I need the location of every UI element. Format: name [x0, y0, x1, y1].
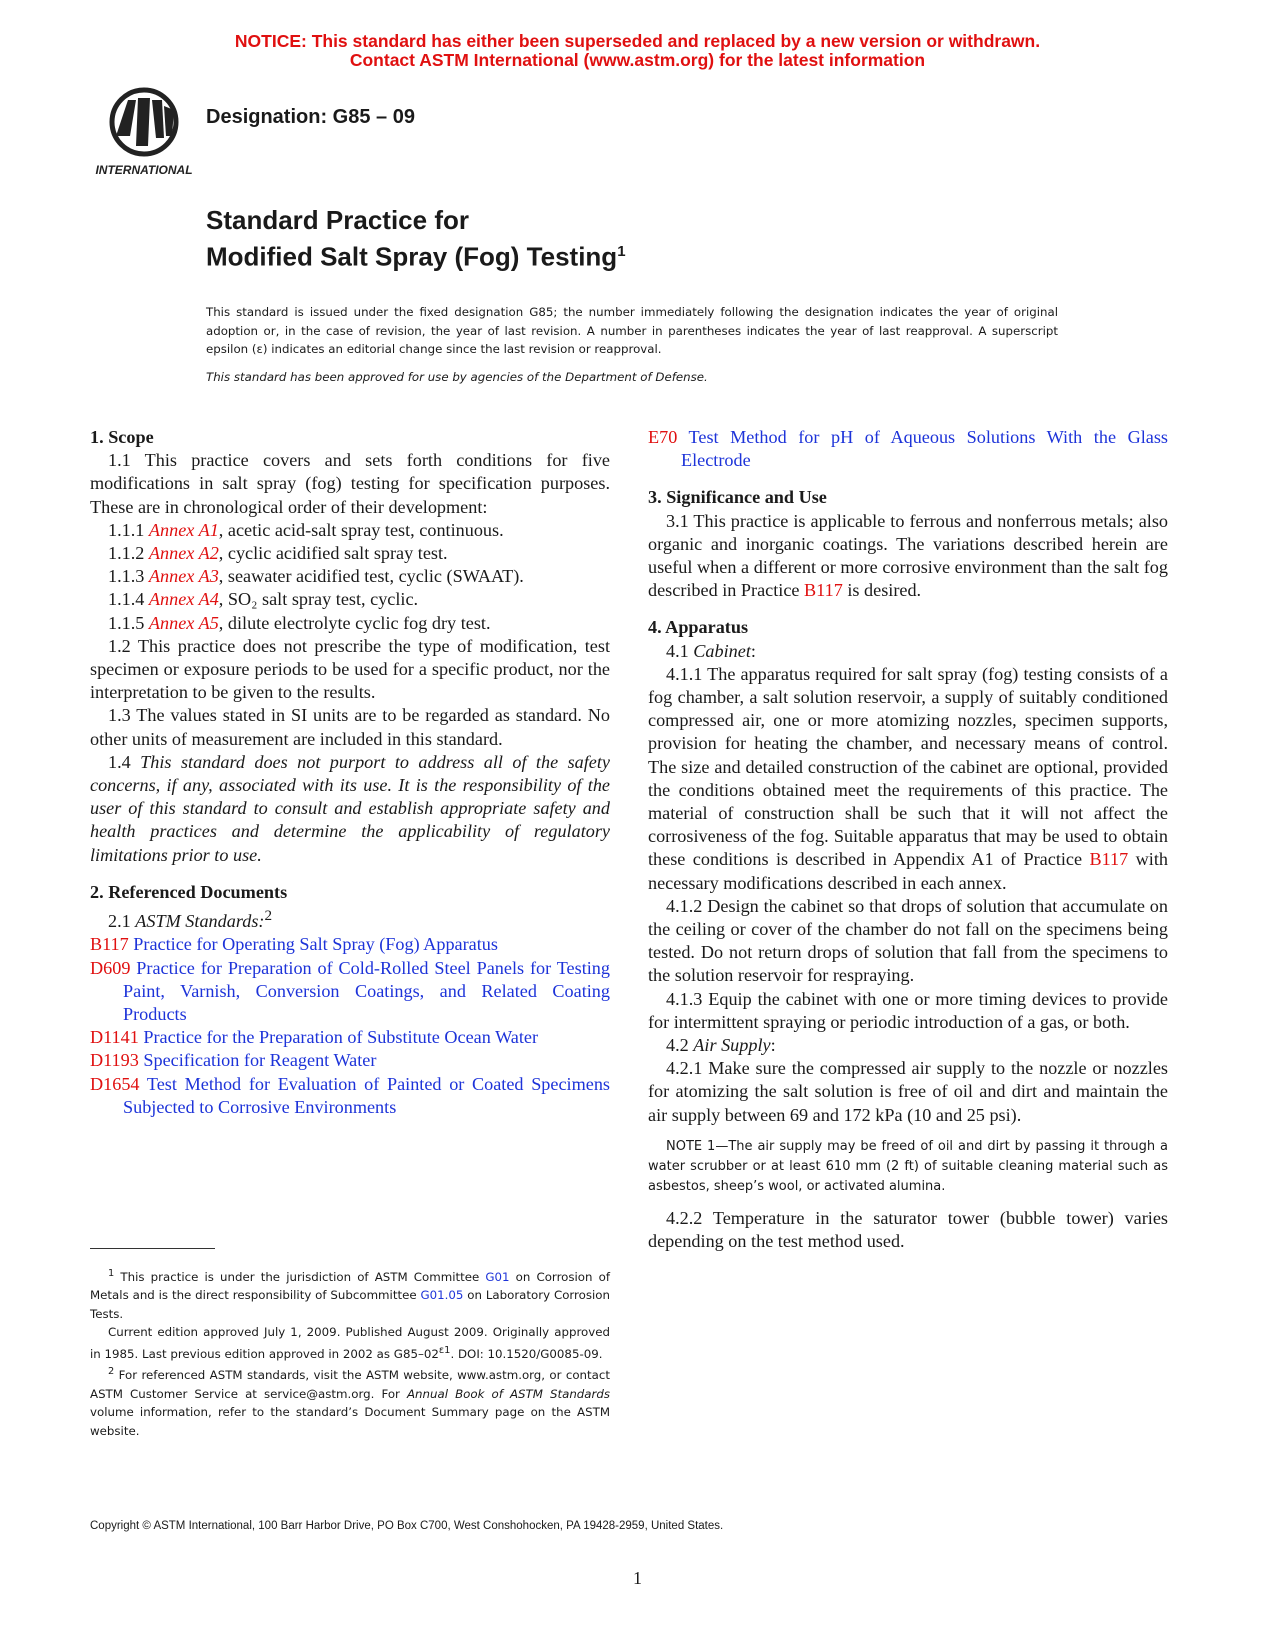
scope-heading: 1. Scope — [90, 427, 154, 447]
para-4-1-2: 4.1.2 Design the cabinet so that drops of solution that accumulate on the ceiling or cover of the chamber do not fall on the specimens being tested. Do not return drops of solution that fall from the specimens to the solution reservoir for respraying. — [648, 895, 1168, 986]
para-1-4: 1.4 This standard does not purport to address all of the safety concerns, if any, associated with its use. It is the responsibility of the user of this standard to consult and establish appropriate safety and health practices and determine the applicability of regulatory limitations prior to use. — [90, 751, 610, 865]
para-3-1: 3.1 This practice is applicable to ferrous and nonferrous metals; also organic and inorganic coatings. The variations described herein are useful when a different or more corrosive environment than the salt fog described in Practice B117 is desired. — [648, 510, 1168, 601]
annex-a5-link[interactable]: Annex A5 — [148, 612, 219, 633]
para-1-3: 1.3 The values stated in SI units are to be regarded as standard. No other units of measurement are included in this standard. — [90, 705, 610, 749]
ref-item[interactable] — [90, 957, 610, 1027]
footnote-rule — [90, 1248, 215, 1249]
ref-item[interactable] — [648, 426, 1168, 472]
title-line-2: Modified Salt Spray (Fog) Testing — [206, 241, 618, 272]
title-line-1: Standard Practice for — [206, 205, 469, 235]
ref-title: Test Method for Evaluation of Painted or Coated Specimens Subjected to Corrosive Environments — [123, 1073, 610, 1117]
ref-item[interactable] — [90, 1026, 610, 1049]
ref-title: Specification for Reagent Water — [143, 1050, 377, 1071]
b117-link[interactable]: B117 — [804, 580, 843, 601]
ref-code: B117 — [90, 934, 129, 955]
ref-title: Practice for Operating Salt Spray (Fog) Apparatus — [133, 934, 498, 955]
footnote-1-edition: Current edition approved July 1, 2009. Published August 2009. Originally approved in 1985. Last previous edition approved in 2002 as $G85-02^{\varepsilon 1}$. DOI: 10.1520/G0085-09. — [90, 1325, 610, 1361]
significance-heading: 3. Significance and Use — [648, 487, 827, 508]
para-1-2: 1.2 This practice does not prescribe the type of modification, test specimen or exposure periods to be used for a specific product, nor the interpretation to be given to the results. — [90, 635, 610, 703]
notice-line-2: Contact ASTM International (www.astm.org) for the latest information — [349, 50, 926, 70]
note-1: NOTE 1—The air supply may be freed of oil and dirt by passing it through a water scrubber or at least 610 mm (2 ft) of suitable cleaning material such as asbestos, sheep’s wool, or activated alumina. — [648, 1138, 1168, 1194]
notice-line-1: NOTICE: This standard has either been superseded and replaced by a new version or withdrawn. — [234, 31, 1041, 51]
ref-code: E70 — [648, 427, 678, 447]
para-4-1: 4.1 Cabinet: — [666, 640, 756, 661]
ref-title: Test Method for pH of Aqueous Solutions With the Glass Electrode — [681, 427, 1168, 471]
g01-05-link[interactable]: G01.05 — [420, 1288, 464, 1303]
g01-link[interactable]: G01 — [485, 1269, 510, 1284]
ref-code: D1193 — [90, 1050, 139, 1071]
para-1-1: 1.1 This practice covers and sets forth conditions for five modifications in salt spray (fog) testing for specification purposes. These are in chronological order of their development: — [90, 450, 610, 517]
designation: Designation: G85 – 09 — [206, 106, 415, 128]
ref-title: Practice for the Preparation of Substitute Ocean Water — [143, 1027, 539, 1048]
referenced-documents-heading: 2. Referenced Documents — [90, 881, 288, 902]
annex-a2-link[interactable]: Annex A2 — [148, 543, 219, 564]
scope-item: 1.1.1 Annex A1, acetic acid-salt spray test, continuous. — [108, 519, 504, 540]
ref-item[interactable] — [90, 1073, 610, 1119]
copyright: Copyright © ASTM International, 100 Barr Harbor Drive, PO Box C700, West Conshohocken, PA 19428-2959, United States. — [90, 1520, 724, 1532]
page-number: 1 — [633, 1568, 642, 1588]
scope-item: 1.1.4 Annex A4, SO₂ salt spray test, cyclic. — [108, 589, 419, 610]
title-footnote-mark: 1 — [617, 243, 626, 260]
ref-item[interactable] — [90, 1049, 610, 1072]
para-4-2: 4.2 Air Supply: — [666, 1035, 776, 1056]
dod-approval-statement: This standard has been approved for use by agencies of the Department of Defense. — [206, 370, 708, 384]
para-4-1-3: 4.1.3 Equip the cabinet with one or more timing devices to provide for intermittent spraying or periodic introduction of a gas, or both. — [648, 988, 1168, 1032]
footnotes — [90, 1265, 610, 1440]
logo-text: INTERNATIONAL — [95, 163, 193, 177]
astm-logo — [90, 86, 198, 182]
scope-item: 1.1.2 Annex A2, cyclic acidified salt spray test. — [108, 543, 448, 564]
para-4-1-1: 4.1.1 The apparatus required for salt spray (fog) testing consists of a fog chamber, a salt solution reservoir, a supply of suitably conditioned compressed air, one or more atomizing nozzles, specimen supports, provision for heating the chamber, and necessary means of control. The size and detailed construction of the cabinet are optional, provided the conditions obtained meet the requirements of this practice. The material of construction shall be such that it will not affect the corrosiveness of the fog. Suitable apparatus that may be used to obtain these conditions is described in Appendix A1 of Practice B117 with necessary modifications described in each annex. — [648, 663, 1168, 893]
apparatus-heading: 4. Apparatus — [648, 617, 749, 638]
footnote-2: $^2$ For referenced ASTM standards, visit the ASTM website, www.astm.org, or contact ASTM Customer Service at service@astm.org. For Annual Book of ASTM Standards volume information, refer to the standard’s Document Summary page on the ASTM website. — [90, 1366, 611, 1438]
annex-a4-link[interactable]: Annex A4 — [148, 589, 219, 610]
annex-a1-link[interactable]: Annex A1 — [148, 519, 219, 540]
footnote-1: $^1$ This practice is under the jurisdiction of ASTM Committee G01 on Corrosion of Metals and is the direct responsibility of Subcommittee G01.05 on Laboratory Corrosion Tests. — [90, 1268, 611, 1321]
page-title — [206, 205, 626, 273]
para-4-2-2: 4.2.2 Temperature in the saturator tower (bubble tower) varies depending on the test method used. — [648, 1207, 1168, 1252]
scope-item: 1.1.5 Annex A5, dilute electrolyte cyclic fog dry test. — [108, 612, 491, 633]
b117-link[interactable]: B117 — [1089, 849, 1129, 870]
ref-title: Practice for Preparation of Cold-Rolled Steel Panels for Testing Paint, Varnish, Conversion Coatings, and Related Coating Products — [123, 957, 610, 1024]
astm-standards-label: 2.1 ASTM Standards:$^2$ — [108, 907, 273, 932]
ref-code: D1141 — [90, 1027, 139, 1048]
scope-item: 1.1.3 Annex A3, seawater acidified test, cyclic (SWAAT). — [108, 566, 524, 587]
ref-code: D1654 — [90, 1073, 140, 1094]
ref-code: D609 — [90, 957, 131, 978]
para-4-2-1: 4.2.1 Make sure the compressed air supply to the nozzle or nozzles for atomizing the salt solution is free of oil and dirt and maintain the air supply between 69 and 172 kPa (10 and 25 psi). — [648, 1058, 1168, 1125]
notice-banner — [0, 32, 1275, 70]
annex-a3-link[interactable]: Annex A3 — [148, 566, 219, 587]
left-column — [90, 426, 610, 1119]
issuance-statement: This standard is issued under the fixed designation G85; the number immediately following the designation indicates the year of original adoption or, in the case of revision, the year of last revision. A number in parentheses indicates the year of last reapproval. A superscript epsilon (ε) indicates an editorial change since the last revision or reapproval. — [206, 305, 1058, 356]
right-column — [648, 426, 1168, 1253]
ref-item[interactable] — [90, 933, 610, 956]
